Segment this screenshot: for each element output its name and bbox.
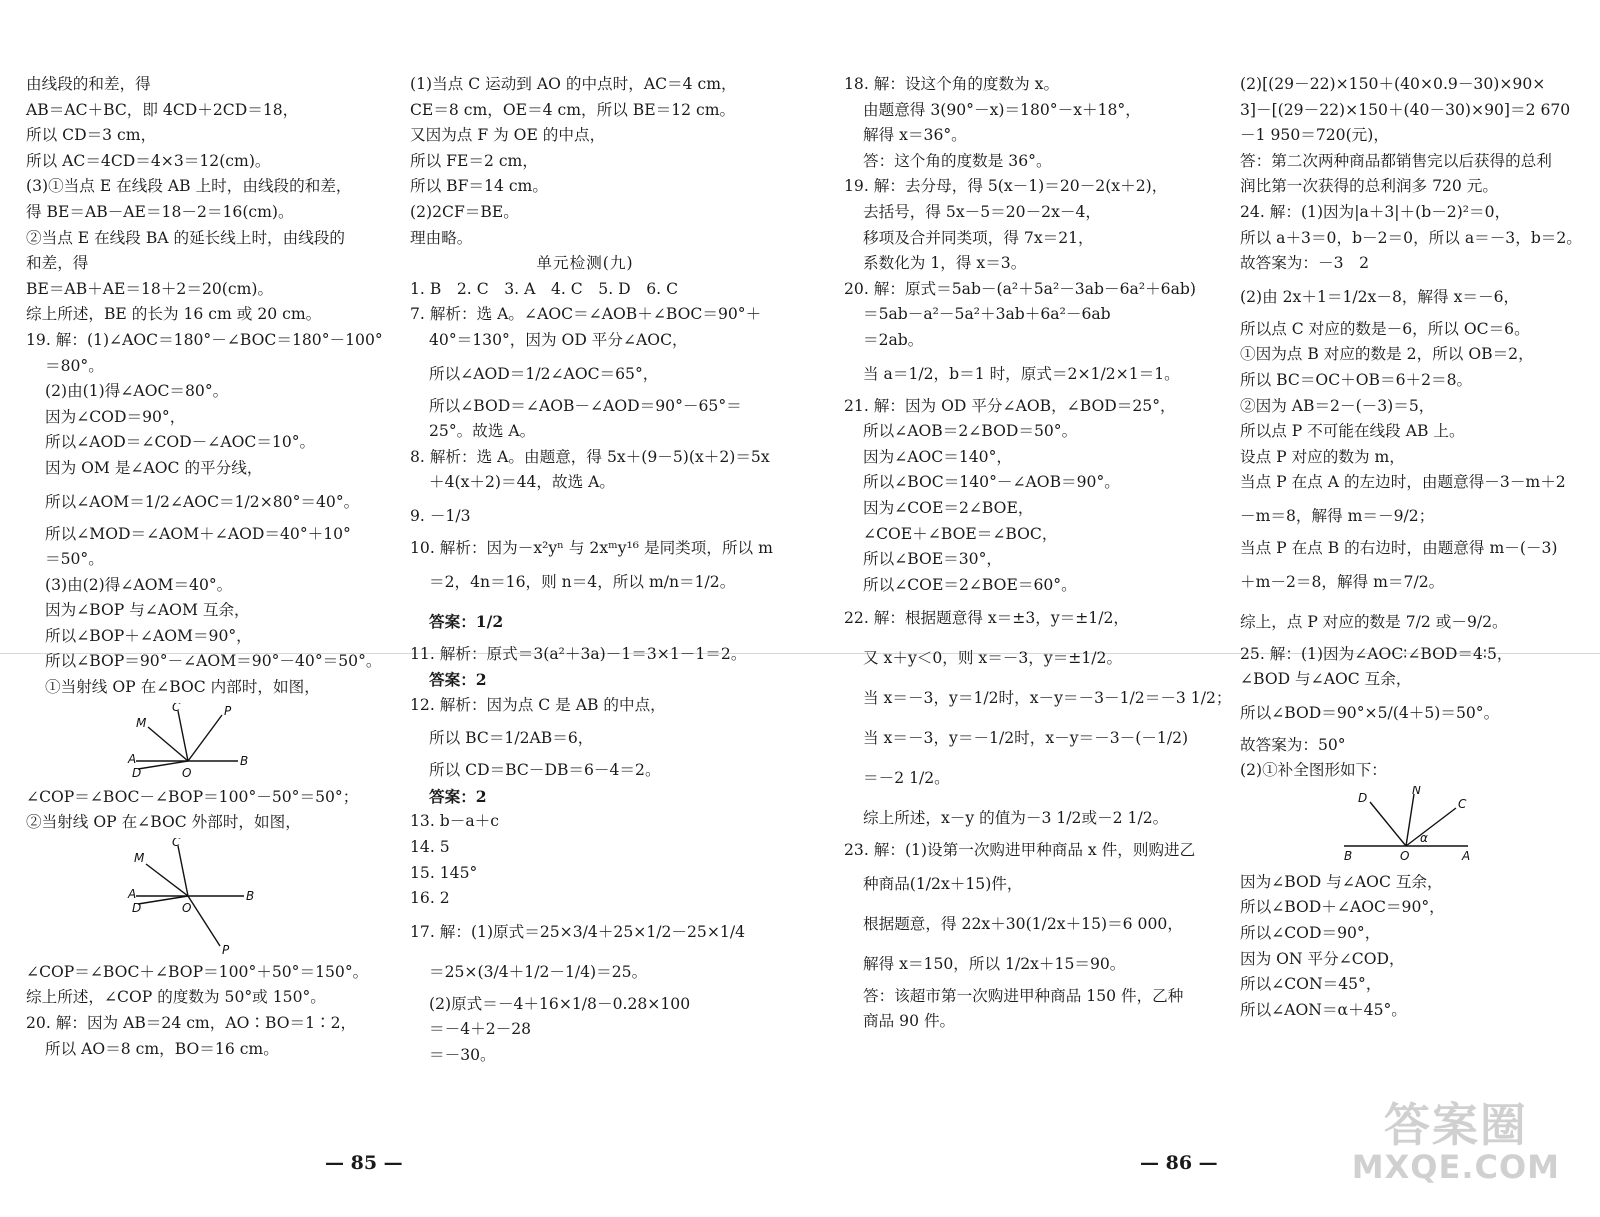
text-line: (2)2CF＝BE。 (410, 202, 519, 221)
fig1-label: O (182, 765, 192, 780)
text-line: (2)由(1)得∠AOC＝80°。 (45, 382, 229, 401)
text-line: 和差，得 (26, 254, 89, 273)
text-line: 当点 P 在点 B 的右边时，由题意得 m－(－3) (1240, 538, 1558, 557)
fig2-label: A (128, 886, 137, 901)
fig1-label: P (224, 703, 232, 718)
text-line: 所以∠BOE＝30°， (863, 550, 1002, 569)
text-line: 所以点 C 对应的数是－6，所以 OC＝6。 (1240, 319, 1530, 338)
text-line: 综上，点 P 对应的数是 7/2 或－9/2。 (1240, 612, 1508, 631)
text-line: 因为∠BOD 与∠AOC 互余， (1240, 872, 1443, 891)
text-line: 所以∠BOP＋∠AOM＝90°， (45, 626, 252, 645)
text-line: 所以 AO＝8 cm，BO＝16 cm。 (45, 1039, 279, 1058)
text-line: 又 x＋y＜0，则 x＝－3，y＝±1/2。 (863, 649, 1123, 668)
text-line: ①当射线 OP 在∠BOC 内部时，如图， (45, 678, 320, 697)
fig2-label: P (222, 942, 230, 956)
text-line: 答：这个角的度数是 36°。 (863, 151, 1052, 170)
text-line: 综上所述，BE 的长为 16 cm 或 20 cm。 (26, 305, 322, 324)
fig2-label: B (246, 888, 255, 903)
text-line: 22. 解：根据题意得 x＝±3，y＝±1/2， (844, 609, 1129, 628)
text-line: ＝－4＋2－28 (429, 1020, 532, 1039)
text-line: (1)当点 C 运动到 AO 的中点时，AC＝4 cm， (410, 75, 737, 93)
text-line: 当 x＝－3，y＝－1/2时，x－y＝－3－(－1/2) (863, 729, 1189, 748)
text-line: 18. 解：设这个角的度数为 x。 (844, 75, 1060, 93)
text-line: 10. 解析：因为－x²yⁿ 与 2xᵐy¹⁶ 是同类项，所以 m (410, 538, 773, 557)
text-line: 40°＝130°，因为 OD 平分∠AOC， (429, 330, 688, 349)
fig3-label: C (1458, 796, 1467, 811)
text-line: 23. 解：(1)设第一次购进甲种商品 x 件，则购进乙 (844, 841, 1196, 860)
text-line: (2)①补全图形如下： (1240, 761, 1387, 780)
text-line: 根据题意，得 22x＋30(1/2x＋15)＝6 000， (863, 914, 1183, 933)
answer-line: 答案：1/2 (429, 611, 504, 631)
text-line: 商品 90 件。 (863, 1012, 956, 1031)
text-line: 所以∠MOD＝∠AOM＋∠AOD＝40°＋10° (45, 524, 351, 543)
text-line: 种商品(1/2x＋15)件， (863, 874, 1023, 893)
text-line: 故答案为：50° (1240, 735, 1346, 754)
text-line: 1. B 2. C 3. A 4. C 5. D 6. C (410, 279, 678, 298)
text-line: 故答案为：－3 2 (1240, 254, 1369, 273)
answer-line: 答案：2 (429, 786, 487, 806)
text-line: 因为∠BOP 与∠AOM 互余， (45, 601, 250, 620)
text-line: 所以 BC＝OC＋OB＝6＋2＝8。 (1240, 370, 1473, 389)
text-line: 所以 BC＝1/2AB＝6， (429, 729, 594, 748)
text-line: 11. 解析：原式＝3(a²＋3a)－1＝3×1－1＝2。 (410, 644, 747, 663)
text-line: 所以 CD＝BC－DB＝6－4＝2。 (429, 761, 661, 780)
text-line: 因为 OM 是∠AOC 的平分线， (45, 458, 263, 477)
text-line: 综上所述，∠COP 的度数为 50°或 150°。 (26, 988, 326, 1007)
text-line: ∠COE＋∠BOE＝∠BOC， (863, 524, 1058, 543)
text-line: ＝－2 1/2。 (863, 769, 950, 788)
text-line: ＝50°。 (45, 550, 104, 569)
right-page-column-1 (844, 72, 1232, 1035)
left-page-column-1 (26, 72, 383, 1062)
text-line: 7. 解析：选 A。∠AOC＝∠AOB＋∠BOC＝90°＋ (410, 305, 762, 324)
text-line: ①因为点 B 对应的数是 2，所以 OB＝2， (1240, 345, 1534, 364)
page-number-right: — 86 — (1140, 1152, 1218, 1174)
text-line: 所以∠BOD＋∠AOC＝90°， (1240, 898, 1445, 917)
text-line: 因为 ON 平分∠COD， (1240, 949, 1405, 968)
text-line: ∠COP＝∠BOC－∠BOP＝100°－50°＝50°； (26, 787, 359, 806)
text-line: ＝80°。 (45, 356, 104, 375)
fig3-label: N (1412, 785, 1421, 797)
left-page-column-2 (410, 72, 773, 1069)
text-line: 20. 解：因为 AB＝24 cm，AO∶BO＝1∶2， (26, 1014, 357, 1033)
text-line: 所以 AC＝4CD＝4×3＝12(cm)。 (26, 151, 271, 170)
text-line: ＝2ab。 (863, 330, 924, 349)
text-line: (2)原式＝－4＋16×1/8－0.28×100 (429, 994, 691, 1013)
text-line: 16. 2 (410, 889, 450, 908)
text-line: 所以∠AOM＝1/2∠AOC＝1/2×80°＝40°。 (45, 492, 360, 511)
text-line: 润比第一次获得的总利润多 720 元。 (1240, 177, 1498, 196)
text-line: ②当射线 OP 在∠BOC 外部时，如图， (26, 813, 301, 832)
fig3-label: D (1358, 790, 1368, 805)
text-line: ＋m－2＝8，解得 m＝7/2。 (1240, 572, 1445, 591)
angle-figure-2 (126, 838, 266, 956)
text-line: 移项及合并同类项，得 7x＝21， (863, 228, 1094, 247)
text-line: 20. 解：原式＝5ab－(a²＋5a²－3ab－6a²＋6ab) (844, 279, 1196, 298)
text-line: 13. b－a＋c (410, 812, 499, 831)
watermark-logo (1352, 1100, 1560, 1184)
text-line: 19. 解：去分母，得 5(x－1)＝20－2(x＋2)， (844, 177, 1168, 196)
watermark-text: 答案圈 (1383, 1098, 1528, 1152)
text-line: (2)[(29－22)×150＋(40×0.9－30)×90× (1240, 75, 1546, 93)
text-line: 当点 P 在点 A 的左边时，由题意得－3－m＋2 (1240, 473, 1566, 492)
fig1-label: A (128, 751, 137, 766)
text-line: 由题意得 3(90°－x)＝180°－x＋18°， (863, 100, 1141, 119)
text-line: 系数化为 1，得 x＝3。 (863, 254, 1027, 273)
text-line: 所以 BF＝14 cm。 (410, 177, 548, 196)
text-line: 25. 解：(1)因为∠AOC∶∠BOD＝4∶5， (1240, 644, 1513, 663)
text-line: AB＝AC＋BC，即 4CD＋2CD＝18， (26, 100, 299, 119)
text-line: 所以∠BOP＝90°－∠AOM＝90°－40°＝50°。 (45, 652, 382, 671)
text-line: 15. 145° (410, 863, 478, 882)
text-line: －1 950＝720(元)， (1240, 126, 1389, 145)
text-line: 所以 a＋3＝0，b－2＝0，所以 a＝－3，b＝2。 (1240, 228, 1582, 247)
fig1-label: C (172, 702, 181, 714)
text-line: 所以∠AOD＝∠COD－∠AOC＝10°。 (45, 433, 316, 452)
text-line: 设点 P 对应的数为 m， (1240, 447, 1405, 466)
text-line: 综上所述，x－y 的值为－3 1/2或－2 1/2。 (863, 809, 1169, 828)
text-line: 所以 CD＝3 cm， (26, 126, 157, 145)
text-line: (3)由(2)得∠AOM＝40°。 (45, 575, 233, 594)
fig2-label: O (182, 900, 192, 915)
text-line: 8. 解析：选 A。由题意，得 5x＋(9－5)(x＋2)＝5x (410, 447, 770, 466)
text-line: 理由略。 (410, 228, 473, 247)
text-line: ②当点 E 在线段 BA 的延长线上时，由线段的 (26, 228, 346, 247)
fig3-label: B (1344, 848, 1353, 863)
text-line: 又因为点 F 为 OE 的中点， (410, 126, 606, 145)
text-line: ②因为 AB＝2－(－3)＝5， (1240, 396, 1435, 415)
text-line: 解得 x＝36°。 (863, 126, 967, 145)
text-line: 所以点 P 不可能在线段 AB 上。 (1240, 422, 1465, 441)
text-line: ＝－30。 (429, 1046, 496, 1065)
fig2-label: M (134, 850, 145, 865)
text-line: ＝25×(3/4＋1/2－1/4)＝25。 (429, 962, 648, 981)
text-line: 所以 FE＝2 cm， (410, 151, 538, 170)
text-line: －m＝8，解得 m＝－9/2； (1240, 506, 1435, 525)
text-line: 答：该超市第一次购进甲种商品 150 件，乙种 (863, 986, 1184, 1005)
text-line: 因为∠COD＝90°， (45, 407, 186, 426)
fig1-label: M (136, 715, 147, 730)
text-line: 得 BE＝AB－AE＝18－2＝16(cm)。 (26, 202, 294, 221)
text-line: 所以∠BOC＝140°－∠AOB＝90°。 (863, 473, 1120, 492)
right-page-column-2 (1240, 72, 1580, 1023)
text-line: BE＝AB＋AE＝18＋2＝20(cm)。 (26, 279, 274, 298)
text-line: 所以∠CON＝45°， (1240, 975, 1382, 994)
fig1-label: B (240, 753, 249, 768)
text-line: 14. 5 (410, 838, 450, 857)
text-line: 19. 解：(1)∠AOC＝180°－∠BOC＝180°－100° (26, 330, 383, 349)
text-line: 25°。故选 A。 (429, 422, 536, 441)
text-line: CE＝8 cm，OE＝4 cm，所以 BE＝12 cm。 (410, 100, 736, 119)
text-line: 21. 解：因为 OD 平分∠AOB，∠BOD＝25°， (844, 396, 1176, 415)
fig1-label: D (132, 765, 142, 780)
text-line: 所以∠AON＝α＋45°。 (1240, 1000, 1407, 1019)
text-line: 9. －1/3 (410, 506, 471, 525)
text-line: 所以∠AOB＝2∠BOD＝50°。 (863, 422, 1078, 441)
watermark-url: MXQE.COM (1351, 1148, 1560, 1186)
text-line: (3)①当点 E 在线段 AB 上时，由线段的和差， (26, 177, 352, 196)
text-line: 所以∠COD＝90°， (1240, 924, 1381, 943)
text-line: 答：第二次两种商品都销售完以后获得的总利 (1240, 151, 1552, 170)
text-line: 17. 解：(1)原式＝25×3/4＋25×1/2－25×1/4 (410, 922, 746, 941)
section-heading: 单元检测(九) (536, 254, 634, 273)
text-line: 所以∠BOD＝90°×5/(4＋5)＝50°。 (1240, 703, 1500, 722)
answer-line: 答案：2 (429, 670, 487, 690)
text-line: 当 a＝1/2，b＝1 时，原式＝2×1/2×1＝1。 (863, 364, 1180, 383)
text-line: ＝2，4n＝16，则 n＝4，所以 m/n＝1/2。 (429, 572, 736, 591)
text-line: ＋4(x＋2)＝44，故选 A。 (429, 473, 616, 492)
fig3-label: O (1400, 848, 1410, 863)
fig3-label: α (1420, 830, 1428, 845)
fig3-label: A (1462, 848, 1471, 863)
text-line: 所以∠BOD＝∠AOB－∠AOD＝90°－65°＝ (429, 396, 742, 415)
text-line: 因为∠COE＝2∠BOE， (863, 498, 1034, 517)
text-line: ∠BOD 与∠AOC 互余， (1240, 670, 1412, 689)
text-line: ∠COP＝∠BOC＋∠BOP＝100°＋50°＝150°。 (26, 962, 369, 981)
page-number-left: — 85 — (325, 1152, 403, 1174)
text-line: 12. 解析：因为点 C 是 AB 的中点， (410, 695, 666, 714)
text-line: 3]－[(29－22)×150＋(40－30)×90]＝2 670 (1240, 100, 1571, 119)
fig2-label: D (132, 900, 142, 915)
angle-figure-3 (1340, 786, 1480, 866)
text-line: 所以∠AOD＝1/2∠AOC＝65°， (429, 364, 659, 383)
text-line: 由线段的和差，得 (26, 75, 151, 93)
text-line: 所以∠COE＝2∠BOE＝60°。 (863, 575, 1077, 594)
text-line: 因为∠AOC＝140°， (863, 447, 1012, 466)
text-line: (2)由 2x＋1＝1/2x－8，解得 x＝－6， (1240, 287, 1520, 306)
text-line: 去括号，得 5x－5＝20－2x－4， (863, 202, 1102, 221)
text-line: 解得 x＝150，所以 1/2x＋15＝90。 (863, 954, 1126, 973)
fig2-label: C (172, 837, 181, 849)
text-line: 24. 解：(1)因为|a＋3|＋(b－2)²＝0， (1240, 202, 1511, 221)
angle-figure-1 (126, 703, 266, 781)
text-line: ＝5ab－a²－5a²＋3ab＋6a²－6ab (863, 305, 1111, 324)
text-line: 当 x＝－3，y＝1/2时，x－y＝－3－1/2＝－3 1/2； (863, 689, 1232, 708)
